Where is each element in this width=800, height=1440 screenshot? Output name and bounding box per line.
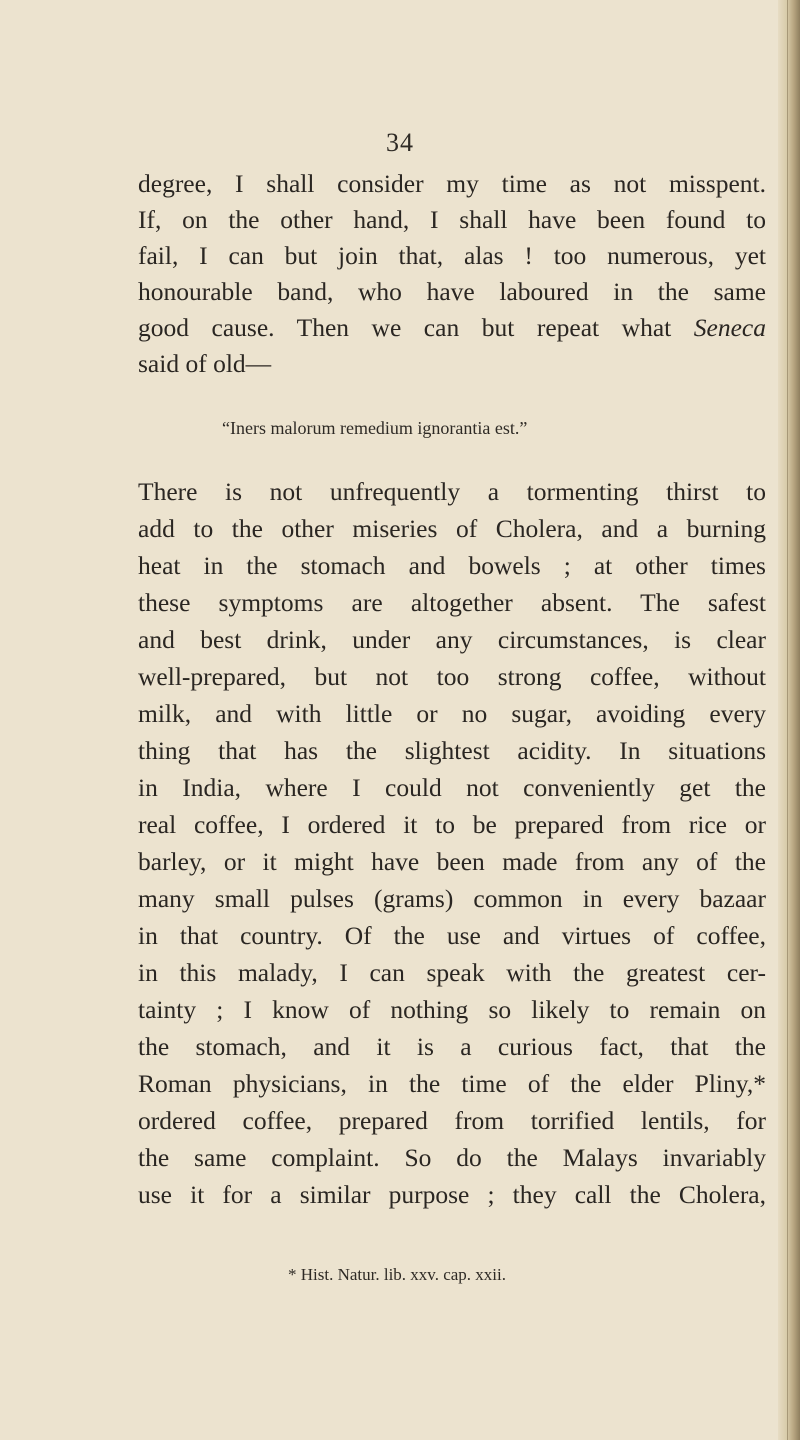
- text-line: tainty ; I know of nothing so likely to remain on: [138, 995, 766, 1024]
- text-line: these symptoms are altogether absent. The safest: [138, 588, 766, 617]
- text-line: many small pulses (grams) common in every bazaar: [138, 884, 766, 913]
- page-edge-line: [787, 0, 788, 1440]
- footnote: * Hist. Natur. lib. xxv. cap. xxii.: [288, 1265, 506, 1284]
- text-line: in India, where I could not conveniently get the: [138, 773, 766, 802]
- text-line: add to the other miseries of Cholera, and a burning: [138, 514, 766, 543]
- text-line: real coffee, I ordered it to be prepared from rice or: [138, 810, 766, 839]
- text-line: Roman physicians, in the time of the elder Pliny,*: [138, 1069, 766, 1098]
- text-line: the same complaint. So do the Malays invariably: [138, 1143, 766, 1172]
- text-line: and best drink, under any circumstances, is clear: [138, 625, 766, 654]
- text-line: use it for a similar purpose ; they call the Cholera,: [138, 1180, 766, 1209]
- text-line: [138, 310, 766, 346]
- text-line: thing that has the slightest acidity. In situations: [138, 736, 766, 765]
- text-line: If, on the other hand, I shall have been found to: [138, 205, 766, 234]
- text-line-segment: good cause. Then we can but repeat what: [138, 313, 672, 342]
- page-number: 34: [386, 128, 414, 157]
- text-line: ordered coffee, prepared from torrified lentils, for: [138, 1106, 766, 1135]
- text-line: heat in the stomach and bowels ; at other times: [138, 551, 766, 580]
- text-line: in that country. Of the use and virtues of coffee,: [138, 921, 766, 950]
- text-line: the stomach, and it is a curious fact, that the: [138, 1032, 766, 1061]
- page-edge-shadow: [778, 0, 800, 1440]
- seneca-italic: Seneca: [693, 313, 767, 342]
- text-line: milk, and with little or no sugar, avoiding every: [138, 699, 766, 728]
- text-line: in this malady, I can speak with the greatest cer-: [138, 958, 766, 987]
- text-line: honourable band, who have laboured in the same: [138, 277, 766, 306]
- text-line: said of old—: [138, 349, 272, 378]
- text-line: degree, I shall consider my time as not misspent.: [138, 169, 766, 198]
- text-line: well-prepared, but not too strong coffee, without: [138, 662, 766, 691]
- text-line: There is not unfrequently a tormenting thirst to: [138, 477, 766, 506]
- text-line: fail, I can but join that, alas ! too numerous, yet: [138, 241, 766, 270]
- text-line: barley, or it might have been made from any of the: [138, 847, 766, 876]
- latin-quotation: “Iners malorum remedium ignorantia est.”: [222, 418, 528, 438]
